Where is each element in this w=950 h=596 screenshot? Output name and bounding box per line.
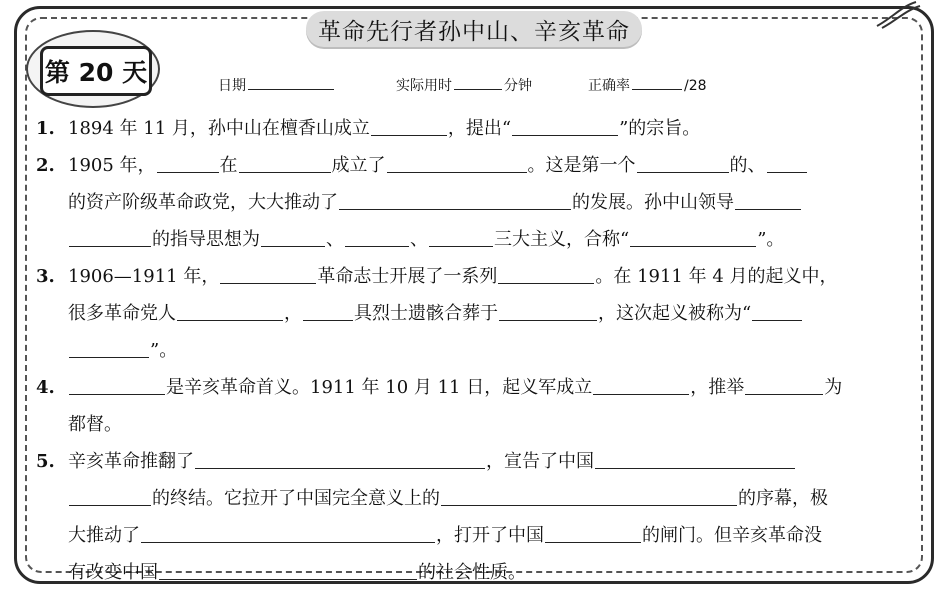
question-text: 的指导思想为 xyxy=(152,229,260,250)
question-text: 三大主义，合称“ xyxy=(494,229,630,250)
date-field xyxy=(218,75,336,95)
question-text: 的序幕，极 xyxy=(738,488,828,509)
question-2-line-1 xyxy=(36,151,908,188)
answer-blank[interactable] xyxy=(157,152,219,173)
answer-blank[interactable] xyxy=(387,152,527,173)
answer-blank[interactable] xyxy=(69,485,151,506)
date-blank[interactable] xyxy=(248,75,334,90)
question-5-line-3 xyxy=(36,521,908,558)
question-text: 有改变中国 xyxy=(68,562,158,583)
question-text: ，打开了中国 xyxy=(436,525,544,546)
answer-blank[interactable] xyxy=(593,374,689,395)
answer-blank[interactable] xyxy=(498,263,594,284)
question-text: ，推举 xyxy=(690,377,745,398)
worksheet-title: 革命先行者孙中山、辛亥革命 xyxy=(306,11,642,47)
question-text: ”的宗旨。 xyxy=(619,118,701,139)
answer-blank[interactable] xyxy=(195,448,485,469)
date-label: 日期 xyxy=(218,78,246,94)
question-text: 都督。 xyxy=(68,414,122,435)
accuracy-total: /28 xyxy=(684,78,707,94)
question-1-line-1 xyxy=(36,114,908,151)
question-text: 革命志士开展了一系列 xyxy=(317,266,498,287)
time-unit: 分钟 xyxy=(504,78,532,94)
answer-blank[interactable] xyxy=(637,152,729,173)
answer-blank[interactable] xyxy=(303,300,353,321)
question-text: 1906—1911 年， xyxy=(68,266,220,287)
question-number: 4. xyxy=(36,377,55,398)
answer-blank[interactable] xyxy=(745,374,823,395)
question-text: 的社会性质。 xyxy=(418,562,526,583)
question-text: 辛亥革命推翻了 xyxy=(68,451,194,472)
answer-blank[interactable] xyxy=(177,300,283,321)
question-3-line-1 xyxy=(36,262,908,299)
question-5-line-4 xyxy=(36,558,908,595)
question-2-line-2 xyxy=(36,188,908,225)
time-field xyxy=(396,75,532,95)
question-text: 为 xyxy=(824,377,843,398)
answer-blank[interactable] xyxy=(499,300,597,321)
question-text: 1894 年 11 月，孙中山在檀香山成立 xyxy=(68,118,370,139)
question-text: ， xyxy=(284,303,302,324)
question-5-line-1 xyxy=(36,447,908,484)
question-3-line-3 xyxy=(36,336,908,373)
answer-blank[interactable] xyxy=(752,300,802,321)
answer-blank[interactable] xyxy=(630,226,756,247)
question-text: 、 xyxy=(326,229,344,250)
question-list xyxy=(36,114,908,595)
question-text: 。这是第一个 xyxy=(527,155,636,176)
question-text: 的终结。它拉开了中国完全意义上的 xyxy=(152,488,440,509)
question-text: 成立了 xyxy=(331,155,386,176)
question-number: 2. xyxy=(36,155,55,176)
answer-blank[interactable] xyxy=(159,559,417,580)
answer-blank[interactable] xyxy=(429,226,493,247)
paperclip-icon xyxy=(872,0,922,30)
accuracy-blank[interactable] xyxy=(632,75,682,90)
answer-blank[interactable] xyxy=(239,152,331,173)
question-text: 的资产阶级革命政党，大大推动了 xyxy=(68,192,338,213)
day-badge xyxy=(26,30,160,108)
answer-blank[interactable] xyxy=(69,226,151,247)
question-text: 、 xyxy=(410,229,428,250)
answer-blank[interactable] xyxy=(545,522,641,543)
answer-blank[interactable] xyxy=(220,263,316,284)
question-number: 1. xyxy=(36,118,55,139)
question-number: 3. xyxy=(36,266,55,287)
question-text: 。在 1911 年 4 月的起义中， xyxy=(595,266,838,287)
question-text: ”。 xyxy=(150,340,178,361)
question-text: 1905 年， xyxy=(68,155,156,176)
answer-blank[interactable] xyxy=(735,189,801,210)
question-text: 的、 xyxy=(729,155,766,176)
question-text: ，提出“ xyxy=(447,118,512,139)
answer-blank[interactable] xyxy=(339,189,571,210)
question-2-line-3 xyxy=(36,225,908,262)
answer-blank[interactable] xyxy=(441,485,737,506)
question-4-line-1 xyxy=(36,373,908,410)
question-5-line-2 xyxy=(36,484,908,521)
time-blank[interactable] xyxy=(454,75,502,90)
question-text: ，这次起义被称为“ xyxy=(598,303,752,324)
question-text: ，宣告了中国 xyxy=(486,451,594,472)
question-4-line-2 xyxy=(36,410,908,447)
question-text: 很多革命党人 xyxy=(68,303,176,324)
answer-blank[interactable] xyxy=(595,448,795,469)
question-text: 大推动了 xyxy=(68,525,140,546)
answer-blank[interactable] xyxy=(371,115,447,136)
accuracy-field xyxy=(588,75,707,95)
answer-blank[interactable] xyxy=(345,226,409,247)
answer-blank[interactable] xyxy=(69,337,149,358)
answer-blank[interactable] xyxy=(261,226,325,247)
question-text: ”。 xyxy=(757,229,785,250)
time-label: 实际用时 xyxy=(396,78,452,94)
question-text: 是辛亥革命首义。1911 年 10 月 11 日，起义军成立 xyxy=(166,377,593,398)
answer-blank[interactable] xyxy=(512,115,618,136)
question-text: 在 xyxy=(219,155,238,176)
question-text: 的发展。孙中山领导 xyxy=(572,192,734,213)
accuracy-label: 正确率 xyxy=(588,78,630,94)
answer-blank[interactable] xyxy=(767,152,807,173)
question-text: 具烈士遗骸合葬于 xyxy=(354,303,498,324)
question-3-line-2 xyxy=(36,299,908,336)
answer-blank[interactable] xyxy=(141,522,435,543)
day-badge-label: 第 20 天 xyxy=(40,46,152,96)
question-number: 5. xyxy=(36,451,55,472)
answer-blank[interactable] xyxy=(69,374,165,395)
question-text: 的闸门。但辛亥革命没 xyxy=(642,525,822,546)
